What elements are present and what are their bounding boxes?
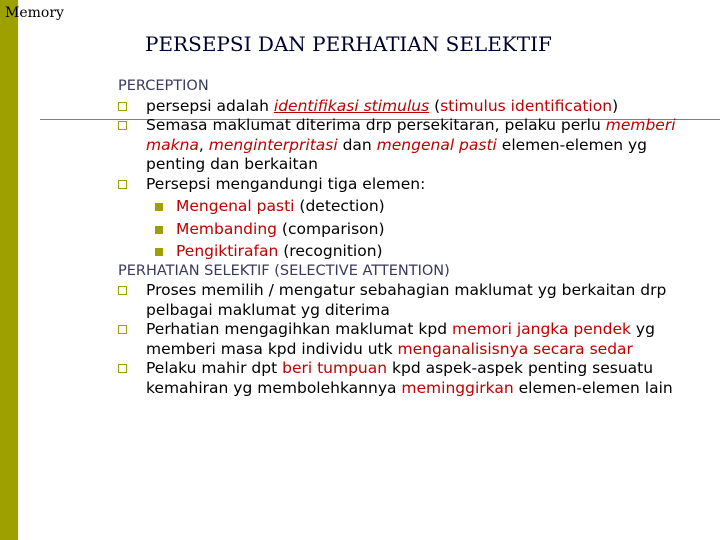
highlight-term: Membanding	[176, 219, 277, 238]
text-span: elemen-elemen yg penting dan berkaitan	[146, 135, 647, 173]
corner-label: Memory	[5, 5, 64, 21]
bullet-item	[118, 97, 698, 117]
text-span: Pelaku mahir dpt	[146, 359, 283, 377]
filled-square-bullet-icon	[155, 203, 163, 211]
highlight-term: identifikasi stimulus	[273, 96, 430, 115]
text-span: elemen-elemen lain	[513, 378, 673, 397]
sub-bullet-item	[118, 197, 698, 217]
filled-square-bullet-icon	[155, 248, 163, 256]
text-span: (detection)	[294, 197, 385, 215]
highlight-term: mengenal pasti	[376, 135, 497, 154]
bullet-item	[118, 320, 698, 359]
square-bullet-icon	[118, 325, 127, 334]
text-span: Persepsi mengandungi tiga elemen:	[146, 174, 426, 193]
square-bullet-icon	[118, 364, 127, 373]
text-span: ,	[198, 135, 209, 154]
slide-title: PERSEPSI DAN PERHATIAN SELEKTIF	[145, 32, 552, 56]
sub-bullet-item	[118, 220, 698, 240]
text-span: (recognition)	[278, 242, 383, 260]
bullet-item	[118, 281, 698, 320]
highlight-term: memori jangka pendek	[452, 320, 631, 338]
square-bullet-icon	[118, 180, 127, 189]
text-span: )	[612, 96, 619, 115]
bullet-item	[118, 116, 698, 175]
filled-square-bullet-icon	[155, 226, 163, 234]
bullet-item	[118, 359, 698, 398]
highlight-term: memberi makna	[146, 116, 676, 154]
text-span: persepsi adalah	[146, 96, 274, 115]
sidebar-accent-bar	[0, 0, 18, 540]
text-span: yg memberi masa kpd individu utk	[146, 320, 655, 358]
highlight-term: beri tumpuan	[282, 359, 388, 377]
square-bullet-icon	[118, 286, 127, 295]
text-span: Proses memilih / mengatur sebahagian maklumat yg berkaitan drp pelbagai maklumat yg diterima	[146, 281, 667, 319]
highlight-term: stimulus identification	[440, 96, 613, 115]
highlight-term: menganalisisnya secara sedar	[397, 339, 633, 358]
bullet-item	[118, 175, 698, 195]
highlight-term: Mengenal pasti	[176, 197, 295, 215]
text-span: kpd aspek-aspek penting sesuatu kemahiran yg membolehkannya	[146, 359, 654, 397]
perception-heading: PERCEPTION	[118, 78, 209, 94]
text-span: Semasa maklumat diterima drp persekitaran, pelaku perlu	[146, 116, 606, 134]
text-span: Perhatian mengagihkan maklumat kpd	[146, 320, 452, 338]
highlight-term: meminggirkan	[401, 378, 514, 397]
highlight-term: Pengiktirafan	[176, 242, 279, 260]
text-span: dan	[337, 135, 377, 154]
square-bullet-icon	[118, 102, 127, 111]
highlight-term: menginterpritasi	[208, 135, 338, 154]
text-span: (comparison)	[276, 219, 385, 238]
square-bullet-icon	[118, 121, 127, 130]
sub-bullet-item	[118, 242, 698, 262]
slide-content	[118, 77, 698, 398]
attention-heading: PERHATIAN SELEKTIF (SELECTIVE ATTENTION)	[118, 262, 450, 279]
text-span: (	[429, 96, 441, 115]
